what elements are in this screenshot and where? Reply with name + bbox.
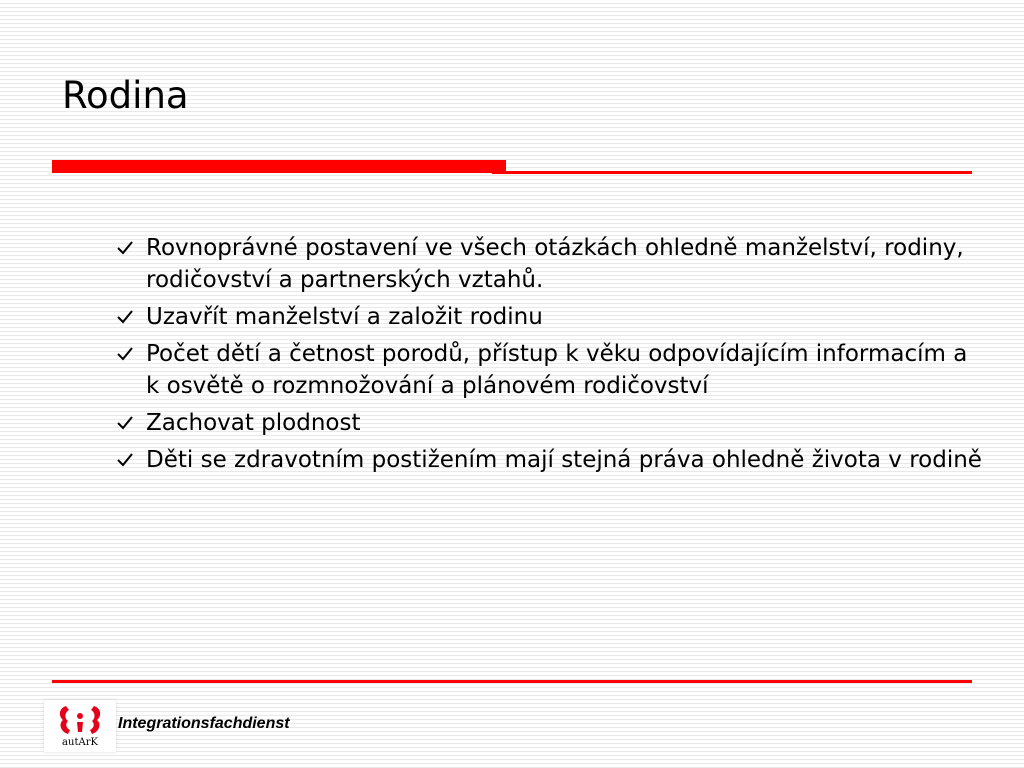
checkmark-icon — [116, 407, 136, 439]
bullet-item — [116, 407, 986, 439]
footer-label: Integrationsfachdienst — [118, 715, 290, 732]
checkmark-icon — [116, 444, 136, 476]
bullet-text: Rovnoprávné postavení ve všech otázkách ohledně manželství, rodiny, rodičovství a partnerských vztahů. — [146, 235, 964, 293]
bullet-item — [116, 301, 986, 333]
slide-title: Rodina — [62, 74, 189, 117]
bullet-item — [116, 338, 986, 402]
bullet-text: Počet dětí a četnost porodů, přístup k věku odpovídajícím informacím a k osvětě o rozmnožování a plánovém rodičovství — [146, 341, 968, 399]
title-underline-thin — [492, 171, 972, 174]
bullet-item — [116, 444, 986, 476]
logo-figures-icon — [44, 700, 116, 740]
title-underline-thick — [52, 160, 506, 173]
bullet-list — [116, 232, 986, 481]
autark-logo — [44, 700, 116, 752]
checkmark-icon — [116, 338, 136, 370]
bullet-item — [116, 232, 986, 296]
bullet-text: Uzavřít manželství a založit rodinu — [146, 304, 543, 330]
logo-text: autArK — [62, 737, 98, 748]
checkmark-icon — [116, 301, 136, 333]
checkmark-icon — [116, 232, 136, 264]
bullet-text: Děti se zdravotním postižením mají stejná práva ohledně života v rodině — [146, 447, 982, 473]
footer-divider — [52, 680, 972, 683]
bullet-text: Zachovat plodnost — [146, 410, 361, 436]
